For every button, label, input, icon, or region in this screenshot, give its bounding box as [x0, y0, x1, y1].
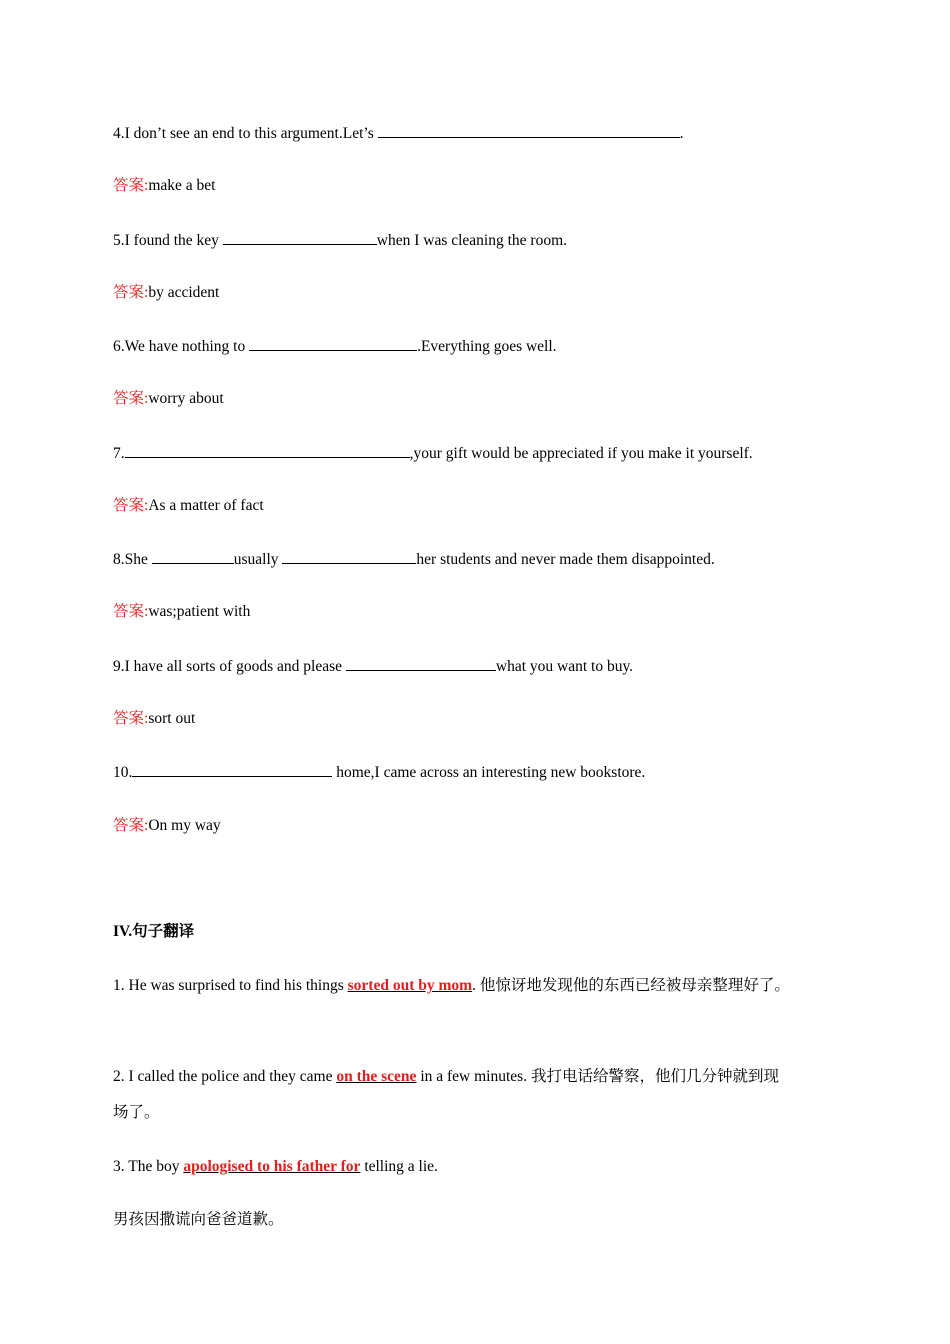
translation-3-chinese: 男孩因撒谎向爸爸道歉。 — [113, 1211, 284, 1228]
question-10: 10. home,I came across an interesting new bookstore. — [113, 764, 646, 781]
question-7: 7. ,your gift would be appreciated if you make it yourself. — [113, 445, 753, 462]
answer-blank — [346, 656, 496, 671]
question-6: 6.We have nothing to .Everything goes well. — [113, 338, 557, 355]
translation-2-continuation: 场了。 — [113, 1104, 160, 1121]
answer-blank — [152, 549, 234, 564]
answer-8: 答案:was;patient with — [113, 603, 251, 620]
translation-1: 1. He was surprised to find his things sorted out by mom. 他惊讶地发现他的东西已经被母亲整理好了。 — [113, 977, 790, 994]
answer-5: 答案:by accident — [113, 284, 220, 301]
question-8: 8.She usually her students and never made them disappointed. — [113, 551, 715, 568]
answer-10: 答案:On my way — [113, 817, 221, 834]
answer-blank — [378, 123, 680, 138]
question-4: 4.I don’t see an end to this argument.Let’s . — [113, 125, 684, 142]
answer-blank — [249, 336, 417, 351]
answer-blank — [125, 443, 410, 458]
answer-blank — [282, 549, 416, 564]
question-5: 5.I found the key when I was cleaning the room. — [113, 232, 568, 249]
section-heading: IV.句子翻译 — [113, 923, 195, 940]
question-9: 9.I have all sorts of goods and please what you want to buy. — [113, 658, 634, 675]
answer-9: 答案:sort out — [113, 710, 196, 727]
translation-2: 2. I called the police and they came on the scene in a few minutes. 我打电话给警察，他们几分钟就到现 — [113, 1068, 779, 1085]
answer-blank — [223, 230, 377, 245]
answer-4: 答案:make a bet — [113, 177, 216, 194]
answer-7: 答案:As a matter of fact — [113, 497, 264, 514]
translation-3: 3. The boy apologised to his father for telling a lie. — [113, 1158, 438, 1175]
answer-6: 答案:worry about — [113, 390, 224, 407]
answer-blank — [132, 762, 332, 777]
